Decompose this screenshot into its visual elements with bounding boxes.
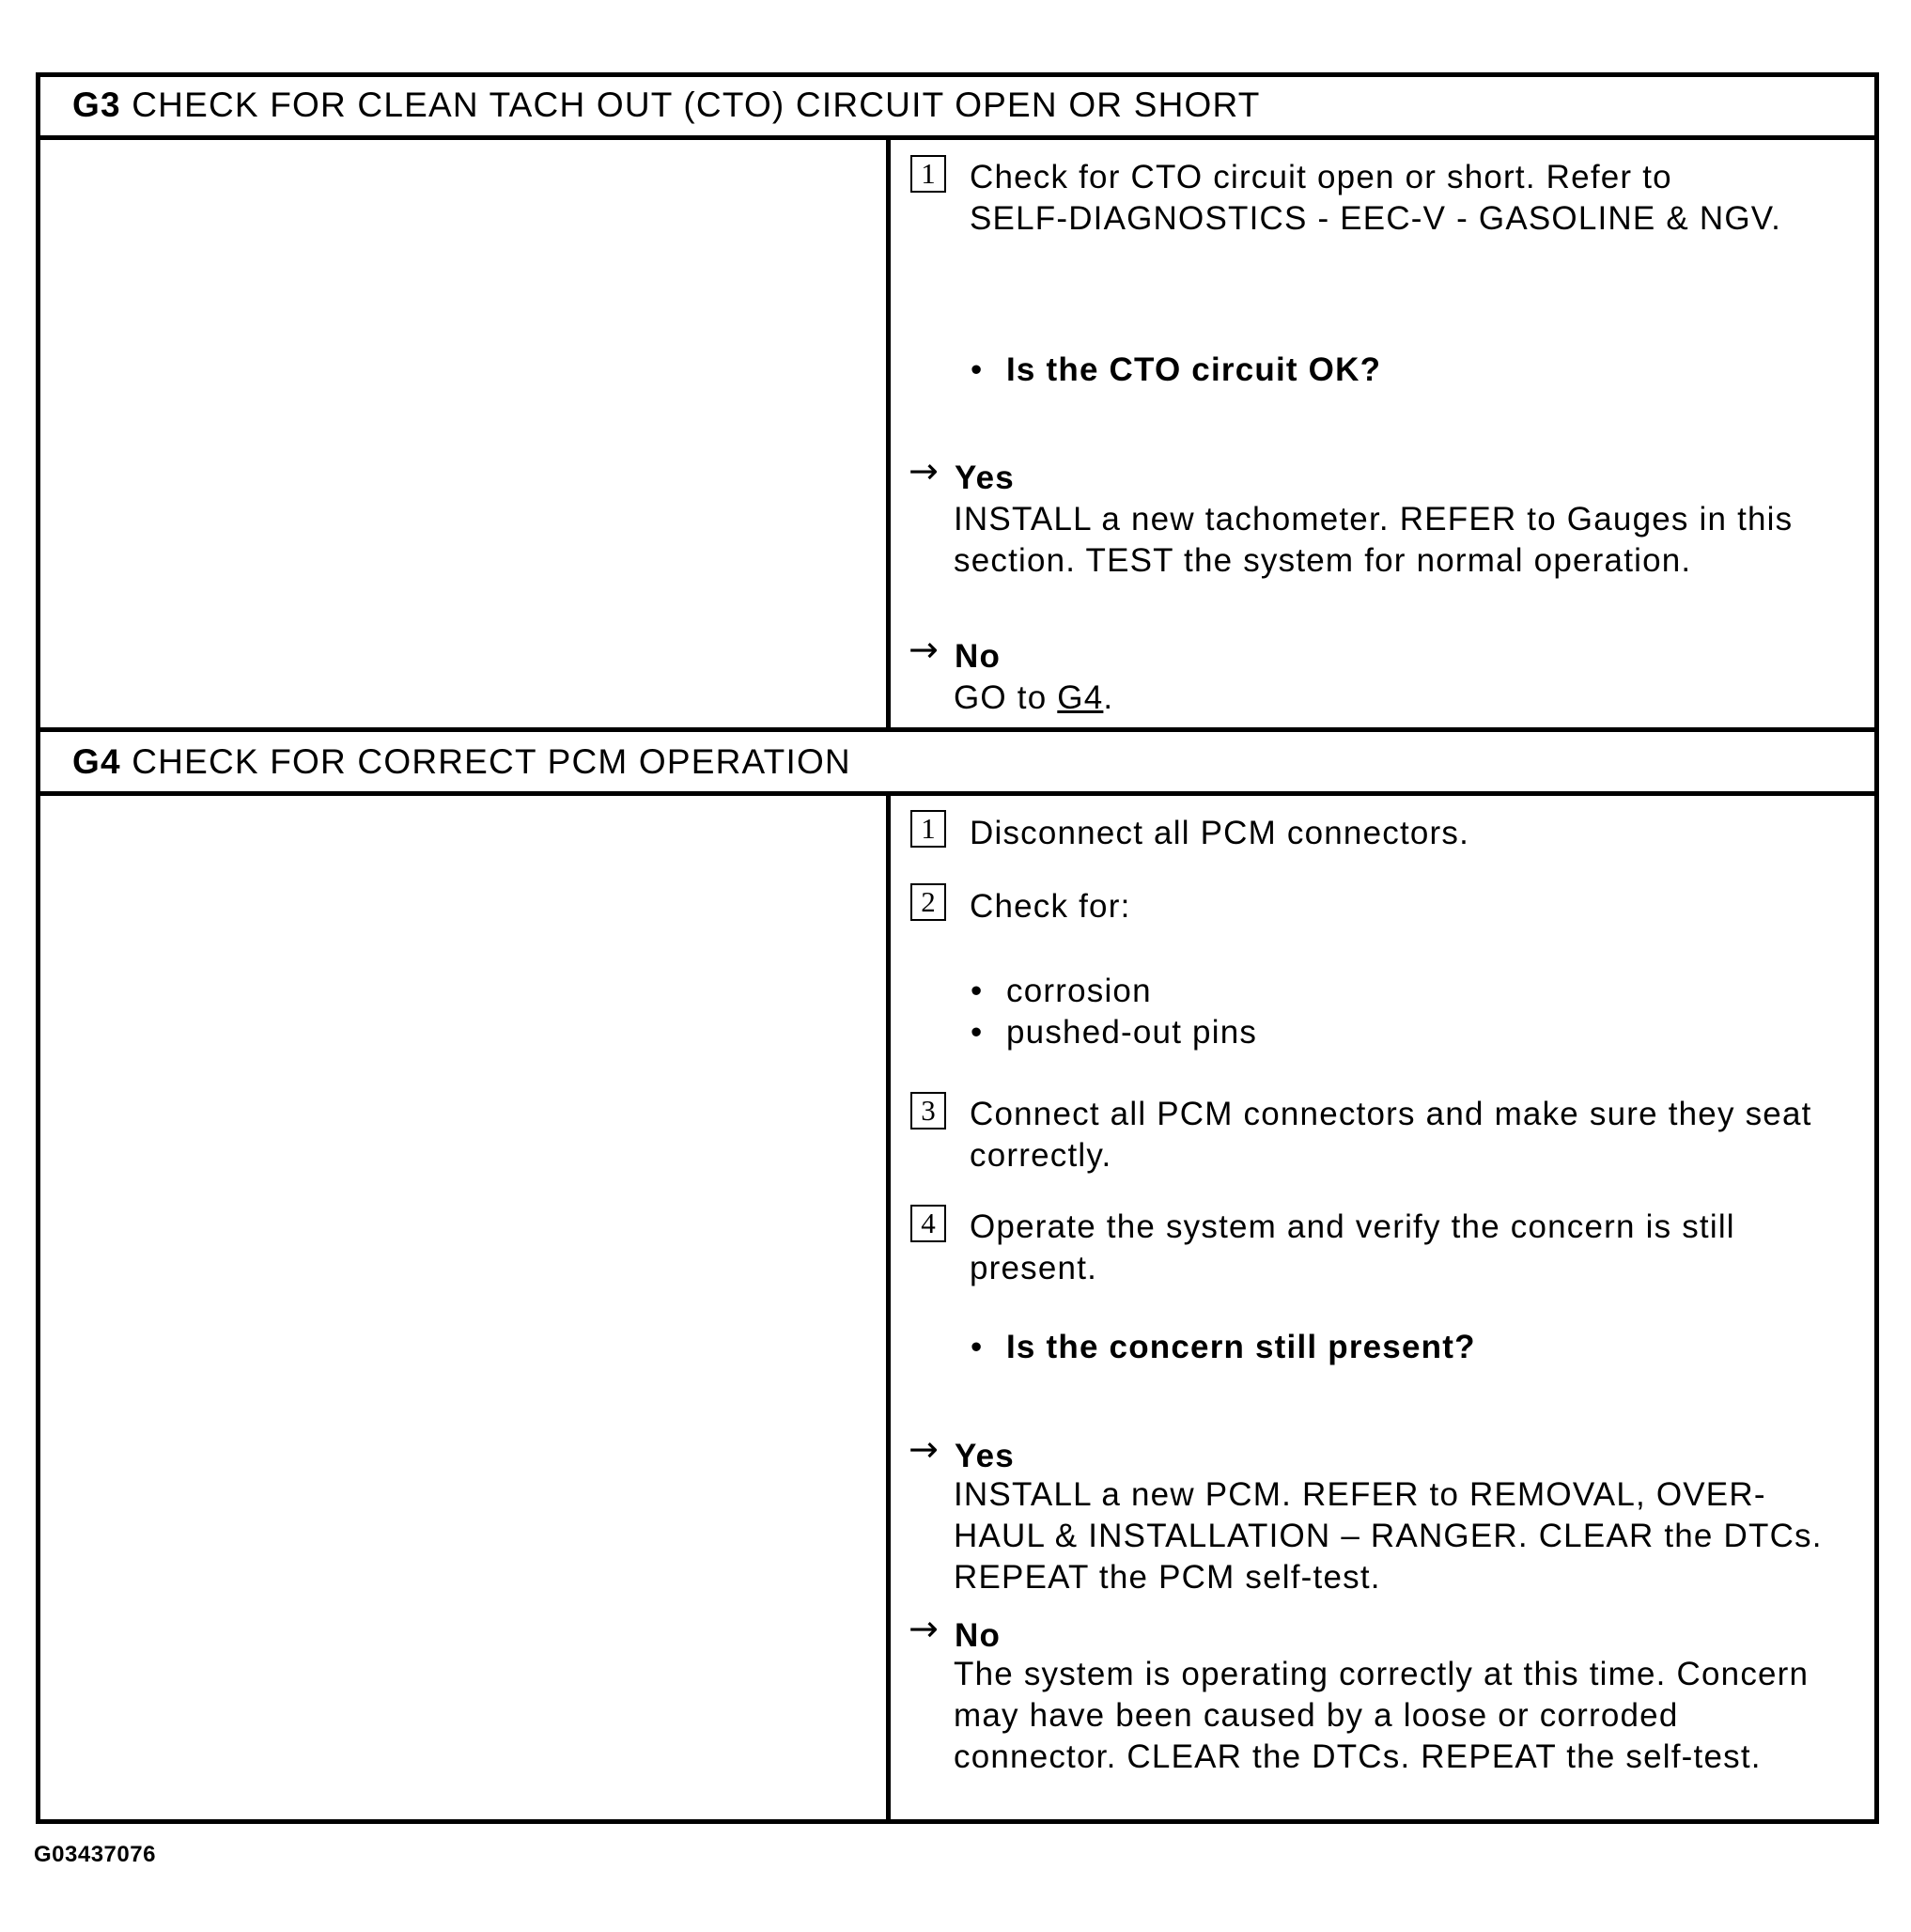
g3-code: G3 [72, 86, 121, 124]
g3-step-1-text: Check for CTO circuit open or short. Refer to SELF-DIAGNOSTICS - EEC-V - GASOLINE & NGV. [970, 159, 1781, 237]
figure-id: G03437076 [34, 1842, 156, 1867]
bullet-dot-icon: • [971, 351, 983, 388]
bullet-dot-icon: • [971, 973, 983, 1009]
g4-link[interactable]: G4 [1057, 679, 1104, 716]
g3-instructions [892, 140, 1874, 723]
g4-header [72, 742, 851, 782]
step-number-box-icon: 1 [910, 155, 946, 193]
right-arrow-icon: → [909, 450, 939, 491]
g3-no-label: No [955, 638, 1002, 675]
right-arrow-icon: → [909, 1608, 939, 1649]
step-number-box-icon: 3 [910, 1092, 946, 1130]
step-number-box-icon: 4 [910, 1205, 946, 1242]
column-divider [886, 135, 891, 727]
diagnostic-table [36, 72, 1879, 1824]
g4-step-4-text: Operate the system and verify the concern is still present. [970, 1208, 1735, 1286]
g4-step-2-text: Check for: [970, 888, 1131, 925]
divider [40, 727, 1874, 732]
right-arrow-icon: → [909, 629, 939, 670]
g4-step-3-text: Connect all PCM connectors and make sure they seat correctly. [970, 1096, 1812, 1174]
checklist-item: pushed-out pins [1006, 1014, 1258, 1051]
g4-yes-text: INSTALL a new PCM. REFER to REMOVAL, OVER- HAUL & INSTALLATION – RANGER. CLEAR the DTCs. REPEAT the PCM self-test. [954, 1476, 1823, 1596]
g4-step-1-text: Disconnect all PCM connectors. [970, 815, 1470, 851]
g4-no-text: The system is operating correctly at this time. Concern may have been caused by a loose or corroded connector. CLEAR the DTCs. REPEAT the self-test. [954, 1656, 1810, 1775]
g4-question: Is the concern still present? [1006, 1329, 1476, 1365]
g4-title: CHECK FOR CORRECT PCM OPERATION [132, 742, 851, 781]
bullet-dot-icon: • [971, 1329, 983, 1365]
g4-no-label: No [955, 1617, 1002, 1654]
g4-yes-label: Yes [955, 1438, 1015, 1474]
g3-yes-text: INSTALL a new tachometer. REFER to Gauges in this section. TEST the system for normal operation. [954, 501, 1794, 579]
g4-instructions [892, 796, 1874, 1820]
g3-yes-label: Yes [955, 460, 1015, 496]
g3-title: CHECK FOR CLEAN TACH OUT (CTO) CIRCUIT OPEN OR SHORT [132, 86, 1261, 124]
g4-code: G4 [72, 742, 121, 781]
g3-no-text: GO to G4. [954, 679, 1114, 716]
g3-question: Is the CTO circuit OK? [1006, 351, 1382, 388]
column-divider [886, 791, 891, 1824]
step-number-box-icon: 1 [910, 810, 946, 848]
step-number-box-icon: 2 [910, 883, 946, 921]
bullet-dot-icon: • [971, 1014, 983, 1051]
right-arrow-icon: → [909, 1428, 939, 1470]
g3-header [72, 86, 1261, 125]
checklist-item: corrosion [1006, 973, 1152, 1009]
